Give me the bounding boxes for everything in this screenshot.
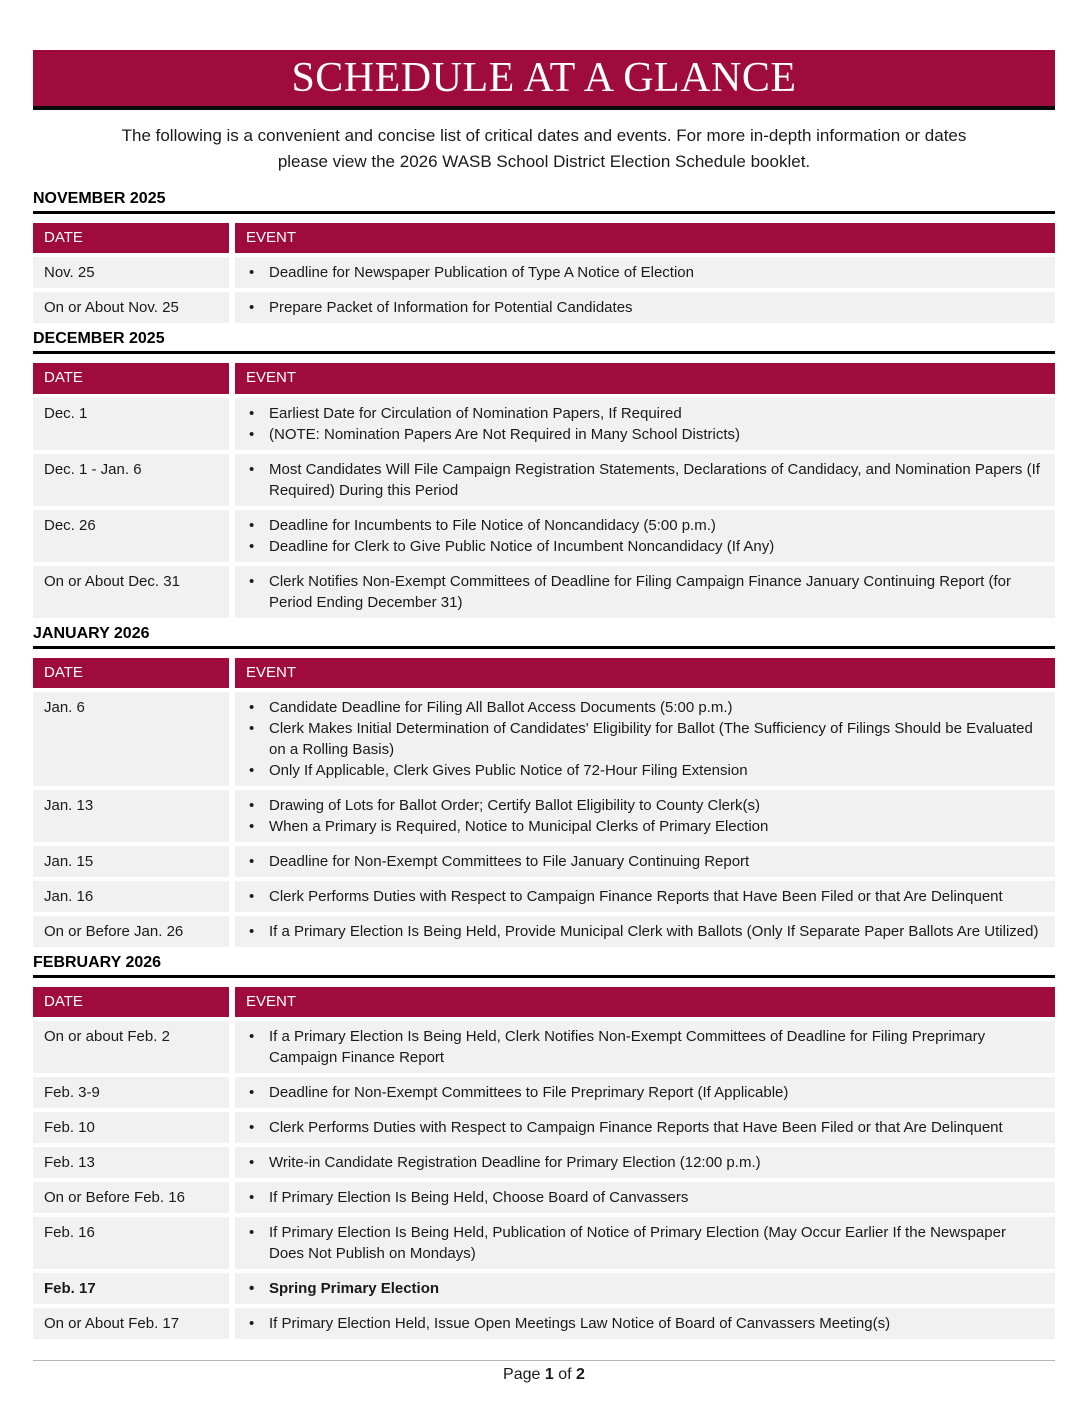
page-title: SCHEDULE AT A GLANCE [291,55,797,101]
event-cell [235,257,1055,288]
month-section [33,330,1055,617]
event-list [235,886,1045,907]
event-cell [235,1147,1055,1178]
month-section [33,625,1055,947]
event-item: • Deadline for Clerk to Give Public Notice of Incumbent Noncandidacy (If Any) [235,536,1045,557]
event-list [235,1222,1045,1264]
schedule-table [33,363,1055,617]
date-cell: Nov. 25 [33,257,229,288]
event-item: • Earliest Date for Circulation of Nomination Papers, If Required [235,403,1045,424]
event-list [235,459,1045,501]
schedule-table [33,223,1055,323]
column-header-date: DATE [33,987,229,1017]
event-list [235,1313,1045,1334]
event-item: • Deadline for Newspaper Publication of Type A Notice of Election [235,262,1045,283]
event-item: • Clerk Notifies Non-Exempt Committees of Deadline for Filing Campaign Finance January Continuing Report (for Period Ending December 31) [235,571,1045,613]
event-cell [235,454,1055,506]
date-cell: Jan. 6 [33,692,229,786]
event-item: • Clerk Performs Duties with Respect to Campaign Finance Reports that Have Been Filed or that Are Delinquent [235,886,1045,907]
event-cell [235,1112,1055,1143]
date-cell: On or About Feb. 17 [33,1308,229,1339]
event-cell [235,566,1055,618]
event-item: • If a Primary Election Is Being Held, Clerk Notifies Non-Exempt Committees of Deadline for Filing Preprimary Campaign Finance Report [235,1026,1045,1068]
event-cell [235,1182,1055,1213]
schedule-table [33,987,1055,1339]
month-heading: NOVEMBER 2025 [33,190,1055,214]
event-item: • Spring Primary Election [235,1278,1045,1299]
event-item: • Most Candidates Will File Campaign Registration Statements, Declarations of Candidacy, and Nomination Papers (If Required) During this Period [235,459,1045,501]
month-heading: DECEMBER 2025 [33,330,1055,354]
event-item: • Write-in Candidate Registration Deadline for Primary Election (12:00 p.m.) [235,1152,1045,1173]
column-header-event: EVENT [235,987,1055,1017]
event-list [235,403,1045,445]
date-cell: Feb. 3-9 [33,1077,229,1108]
event-cell [235,1308,1055,1339]
event-item: • Prepare Packet of Information for Potential Candidates [235,297,1045,318]
event-item: • Deadline for Non-Exempt Committees to File Preprimary Report (If Applicable) [235,1082,1045,1103]
date-cell: Jan. 16 [33,881,229,912]
schedule-table [33,658,1055,947]
event-list [235,697,1045,781]
footer-page-number: 1 [544,1366,554,1383]
event-cell [235,1021,1055,1073]
column-header-event: EVENT [235,658,1055,688]
event-item: • Candidate Deadline for Filing All Ballot Access Documents (5:00 p.m.) [235,697,1045,718]
event-cell [235,398,1055,450]
event-list [235,1152,1045,1173]
month-heading: JANUARY 2026 [33,625,1055,649]
date-cell: Feb. 13 [33,1147,229,1178]
event-item: • Clerk Makes Initial Determination of Candidates' Eligibility for Ballot (The Sufficiency of Filings Should be Evaluated on a Rolling Basis) [235,718,1045,760]
event-cell [235,292,1055,323]
date-cell: On or Before Jan. 26 [33,916,229,947]
footer-total-pages: 2 [576,1366,585,1383]
date-cell: Jan. 13 [33,790,229,842]
event-item: • If Primary Election Is Being Held, Choose Board of Canvassers [235,1187,1045,1208]
column-header-date: DATE [33,223,229,253]
event-item: • If a Primary Election Is Being Held, Provide Municipal Clerk with Ballots (Only If Separate Paper Ballots Are Utilized) [235,921,1045,942]
event-list [235,262,1045,283]
event-cell [235,846,1055,877]
date-cell: On or About Dec. 31 [33,566,229,618]
date-cell: On or About Nov. 25 [33,292,229,323]
footer-label: Page [503,1366,541,1383]
month-section [33,954,1055,1339]
event-cell [235,916,1055,947]
date-cell: Jan. 15 [33,846,229,877]
event-list [235,1117,1045,1138]
event-list [235,921,1045,942]
date-cell: Feb. 17 [33,1273,229,1304]
event-list [235,1278,1045,1299]
event-cell [235,1273,1055,1304]
event-item: • Clerk Performs Duties with Respect to Campaign Finance Reports that Have Been Filed or that Are Delinquent [235,1117,1045,1138]
column-header-date: DATE [33,363,229,393]
event-item: • Only If Applicable, Clerk Gives Public Notice of 72-Hour Filing Extension [235,760,1045,781]
event-list [235,571,1045,613]
event-list [235,1082,1045,1103]
event-item: • If Primary Election Held, Issue Open Meetings Law Notice of Board of Canvassers Meeting(s) [235,1313,1045,1334]
event-list [235,515,1045,557]
event-cell [235,692,1055,786]
event-item: • If Primary Election Is Being Held, Publication of Notice of Primary Election (May Occur Earlier If the Newspaper Does Not Publish on Mondays) [235,1222,1045,1264]
month-section [33,190,1055,323]
event-item: • Drawing of Lots for Ballot Order; Certify Ballot Eligibility to County Clerk(s) [235,795,1045,816]
event-cell [235,510,1055,562]
footer-of-label: of [558,1366,572,1383]
column-header-date: DATE [33,658,229,688]
date-cell: On or Before Feb. 16 [33,1182,229,1213]
event-list [235,297,1045,318]
title-banner [33,50,1055,110]
page-footer [33,1360,1055,1384]
month-heading: FEBRUARY 2026 [33,954,1055,978]
event-list [235,851,1045,872]
date-cell: On or about Feb. 2 [33,1021,229,1073]
date-cell: Feb. 16 [33,1217,229,1269]
intro-line-2: please view the 2026 WASB School District Election Schedule booklet. [277,151,811,171]
event-cell [235,1217,1055,1269]
event-list [235,795,1045,837]
date-cell: Feb. 10 [33,1112,229,1143]
date-cell: Dec. 1 [33,398,229,450]
event-list [235,1187,1045,1208]
intro-line-1: The following is a convenient and concise list of critical dates and events. For more in-depth information or dates [121,126,967,145]
event-item: • When a Primary is Required, Notice to Municipal Clerks of Primary Election [235,816,1045,837]
event-cell [235,790,1055,842]
event-cell [235,1077,1055,1108]
event-item: • Deadline for Non-Exempt Committees to File January Continuing Report [235,851,1045,872]
date-cell: Dec. 1 - Jan. 6 [33,454,229,506]
intro-paragraph [33,123,1055,174]
schedule-sections [33,190,1055,1339]
event-item: • Deadline for Incumbents to File Notice of Noncandidacy (5:00 p.m.) [235,515,1045,536]
date-cell: Dec. 26 [33,510,229,562]
event-item: • (NOTE: Nomination Papers Are Not Required in Many School Districts) [235,424,1045,445]
column-header-event: EVENT [235,363,1055,393]
column-header-event: EVENT [235,223,1055,253]
event-cell [235,881,1055,912]
event-list [235,1026,1045,1068]
